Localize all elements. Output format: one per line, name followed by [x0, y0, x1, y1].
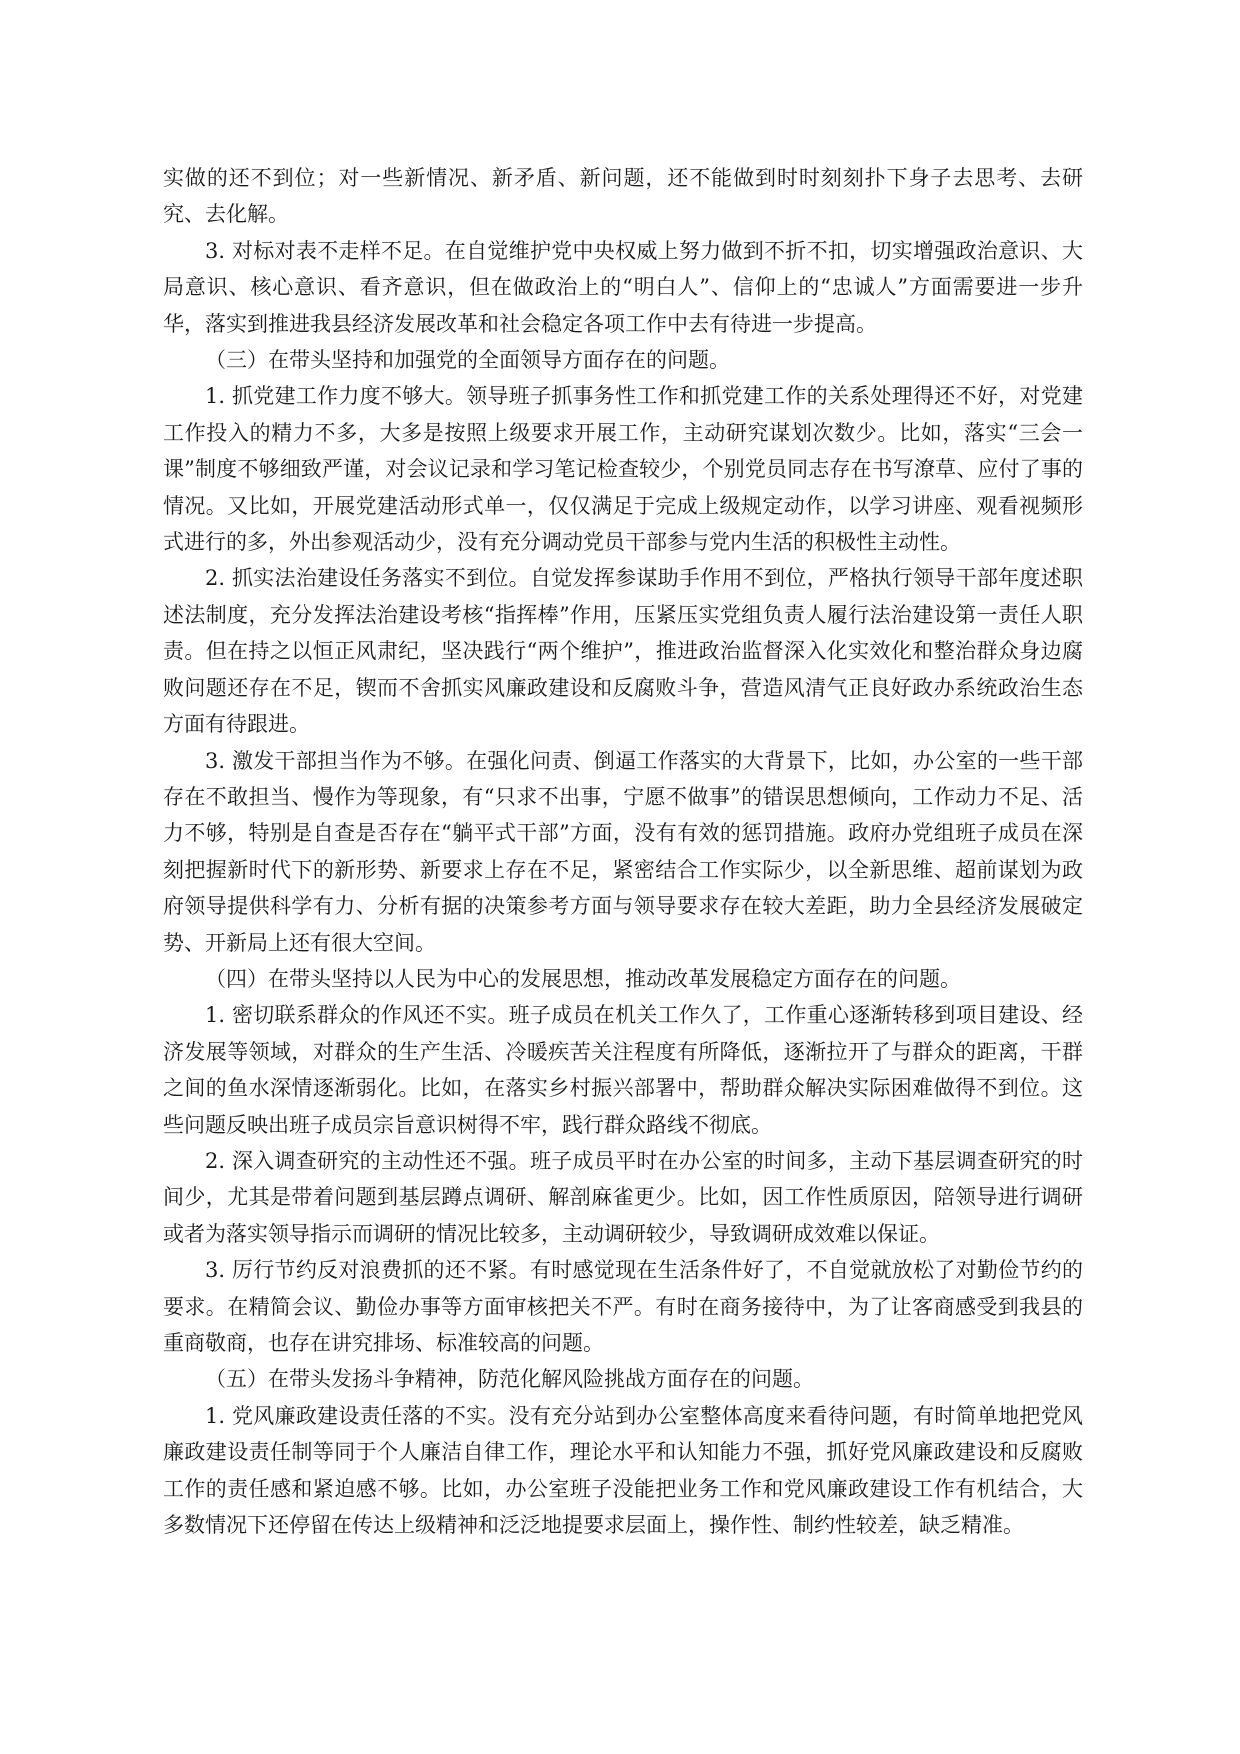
paragraph-item-1-mass-contact: 1. 密切联系群众的作风还不实。班子成员在机关工作久了，工作重心逐渐转移到项目建设、经济发展等领域，对群众的生产生活、冷暖疾苦关注程度有所降低，逐渐拉开了与群众的距离，干群之间的鱼水深情逐渐弱化。比如，在落实乡村振兴部署中，帮助群众解决实际困难做得不到位。这些问题反映出班子成员宗旨意识树得不牢，践行群众路线不彻底。 — [163, 1003, 1083, 1137]
section-heading-4: （四）在带头坚持以人民为中心的发展思想，推动改革发展稳定方面存在的问题。 — [205, 966, 961, 991]
document-body — [163, 160, 1083, 1543]
paragraph-item-1-party-building: 1. 抓党建工作力度不够大。领导班子抓事务性工作和抓党建工作的关系处理得还不好，对党建工作投入的精力不多，大多是按照上级要求开展工作，主动研究谋划次数少。比如，落实“三会一课”制度不够细致严谨，对会议记录和学习笔记检查较少，个别党员同志存在书写潦草、应付了事的情况。又比如，开展党建活动形式单一，仅仅满足于完成上级规定动作，以学习讲座、观看视频形式进行的多，外出参观活动少，没有充分调动党员干部参与党内生活的积极性主动性。 — [163, 384, 1083, 555]
section-heading-5: （五）在带头发扬斗争精神，防范化解风险挑战方面存在的问题。 — [205, 1367, 814, 1392]
paragraph-item-3-alignment: 3. 对标对表不走样不足。在自觉维护党中央权威上努力做到不折不扣，切实增强政治意识、大局意识、核心意识、看齐意识，但在做政治上的“明白人”、信仰上的“忠诚人”方面需要进一步升华，落实到推进我县经济发展改革和社会稳定各项工作中去有待进一步提高。 — [163, 238, 1083, 336]
paragraph-item-2-research: 2. 深入调查研究的主动性还不强。班子成员平时在办公室的时间多，主动下基层调查研究的时间少，尤其是带着问题到基层蹲点调研、解剖麻雀更少。比如，因工作性质原因，陪领导进行调研或者为落实领导指示而调研的情况比较多，主动调研较少，导致调研成效难以保证。 — [163, 1148, 1083, 1246]
paragraph-item-3-cadre-motivation: 3. 激发干部担当作为不够。在强化问责、倒逼工作落实的大背景下，比如，办公室的一些干部存在不敢担当、慢作为等现象，有“只求不出事，宁愿不做事”的错误思想倾向，工作动力不足、活力不够，特别是自查是否存在“躺平式干部”方面，没有有效的惩罚措施。政府办党组班子成员在深刻把握新时代下的新形势、新要求上存在不足，紧密结合工作实际少，以全新思维、超前谋划为政府领导提供科学有力、分析有据的决策参考方面与领导要求存在较大差距，助力全县经济发展破定势、开新局上还有很大空间。 — [163, 748, 1083, 955]
paragraph-item-1-integrity: 1. 党风廉政建设责任落的不实。没有充分站到办公室整体高度来看待问题，有时简单地把党风廉政建设责任制等同于个人廉洁自律工作，理论水平和认知能力不强，抓好党风廉政建设和反腐败工作的责任感和紧迫感不够。比如，办公室班子没能把业务工作和党风廉政建设工作有机结合，大多数情况下还停留在传达上级精神和泛泛地提要求层面上，操作性、制约性较差，缺乏精准。 — [163, 1403, 1083, 1538]
paragraph-item-3-frugality: 3. 厉行节约反对浪费抓的还不紧。有时感觉现在生活条件好了，不自觉就放松了对勤俭节约的要求。在精简会议、勤俭办事等方面审核把关不严。有时在商务接待中，为了让客商感受到我县的重商敬商，也存在讲究排场、标准较高的问题。 — [163, 1258, 1083, 1355]
paragraph-continuation: 实做的还不到位；对一些新情况、新矛盾、新问题，还不能做到时时刻刻扑下身子去思考、去研究、去化解。 — [163, 166, 1083, 227]
paragraph-item-2-rule-of-law: 2. 抓实法治建设任务落实不到位。自觉发挥参谋助手作用不到位，严格执行领导干部年度述职述法制度，充分发挥法治建设考核“指挥棒”作用，压紧压实党组负责人履行法治建设第一责任人职责。但在持之以恒正风肃纪，坚决践行“两个维护”，推进政治监督深入化实效化和整治群众身边腐败问题还存在不足，锲而不舍抓实风廉政建设和反腐败斗争，营造风清气正良好政办系统政治生态方面有待跟进。 — [163, 566, 1083, 737]
section-heading-3: （三）在带头坚持和加强党的全面领导方面存在的问题。 — [205, 348, 730, 373]
